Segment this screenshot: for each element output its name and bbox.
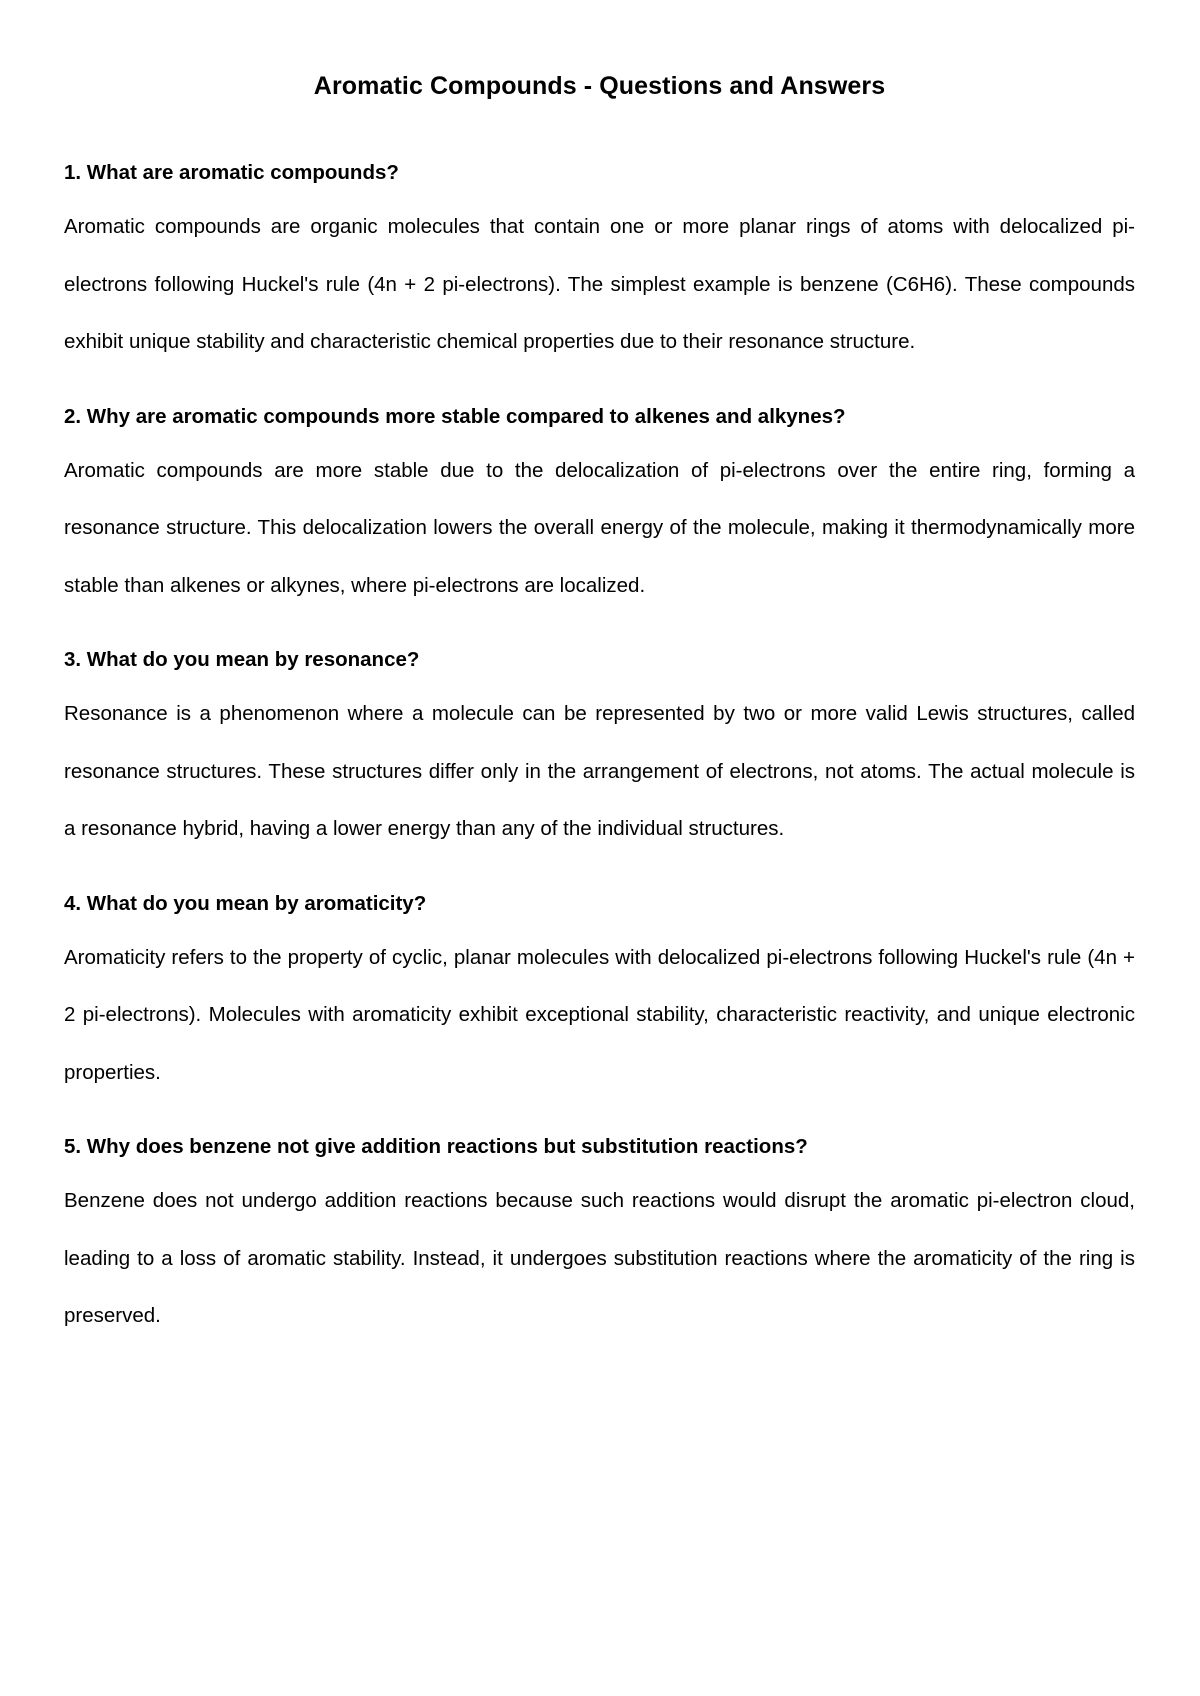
answer-2: Aromatic compounds are more stable due to the delocalization of pi-electrons over the entire ring, forming a resonance structure. This delocalization lowers the overall energy of the molecule, making it thermodynamically more stable than alkenes or alkynes, where pi-electrons are localized. bbox=[64, 458, 1135, 597]
qa-item-4 bbox=[64, 888, 1135, 1102]
qa-item-3 bbox=[64, 644, 1135, 858]
document-title: Aromatic Compounds - Questions and Answers bbox=[313, 72, 886, 100]
qa-item-2 bbox=[64, 401, 1135, 615]
qa-item-5 bbox=[64, 1131, 1135, 1345]
question-5: 5. Why does benzene not give addition reactions but substitution reactions? bbox=[64, 1135, 808, 1158]
answer-4: Aromaticity refers to the property of cyclic, planar molecules with delocalized pi-electrons following Huckel's rule (4n + 2 pi-electrons). Molecules with aromaticity exhibit exceptional stability, characteristic reactivity, and unique electronic properties. bbox=[64, 945, 1135, 1084]
question-4: 4. What do you mean by aromaticity? bbox=[64, 891, 427, 915]
qa-list bbox=[64, 157, 1135, 1345]
answer-1: Aromatic compounds are organic molecules that contain one or more planar rings of atoms with delocalized pi-electrons following Huckel's rule (4n + 2 pi-electrons). The simplest example is benzene (C6H6). These compounds exhibit unique stability and characteristic chemical properties due to their resonance structure. bbox=[64, 215, 1135, 353]
answer-5: Benzene does not undergo addition reactions because such reactions would disrupt the aromatic pi-electron cloud, leading to a loss of aromatic stability. Instead, it undergoes substitution reactions where the aromaticity of the ring is preserved. bbox=[64, 1189, 1135, 1327]
question-2: 2. Why are aromatic compounds more stable compared to alkenes and alkynes? bbox=[64, 404, 846, 428]
answer-3: Resonance is a phenomenon where a molecule can be represented by two or more valid Lewis structures, called resonance structures. These structures differ only in the arrangement of electrons, not atoms. The actual molecule is a resonance hybrid, having a lower energy than any of the individual structures. bbox=[64, 702, 1135, 840]
qa-item-1 bbox=[64, 157, 1135, 371]
question-3: 3. What do you mean by resonance? bbox=[64, 648, 420, 671]
question-1: 1. What are aromatic compounds? bbox=[64, 161, 399, 184]
